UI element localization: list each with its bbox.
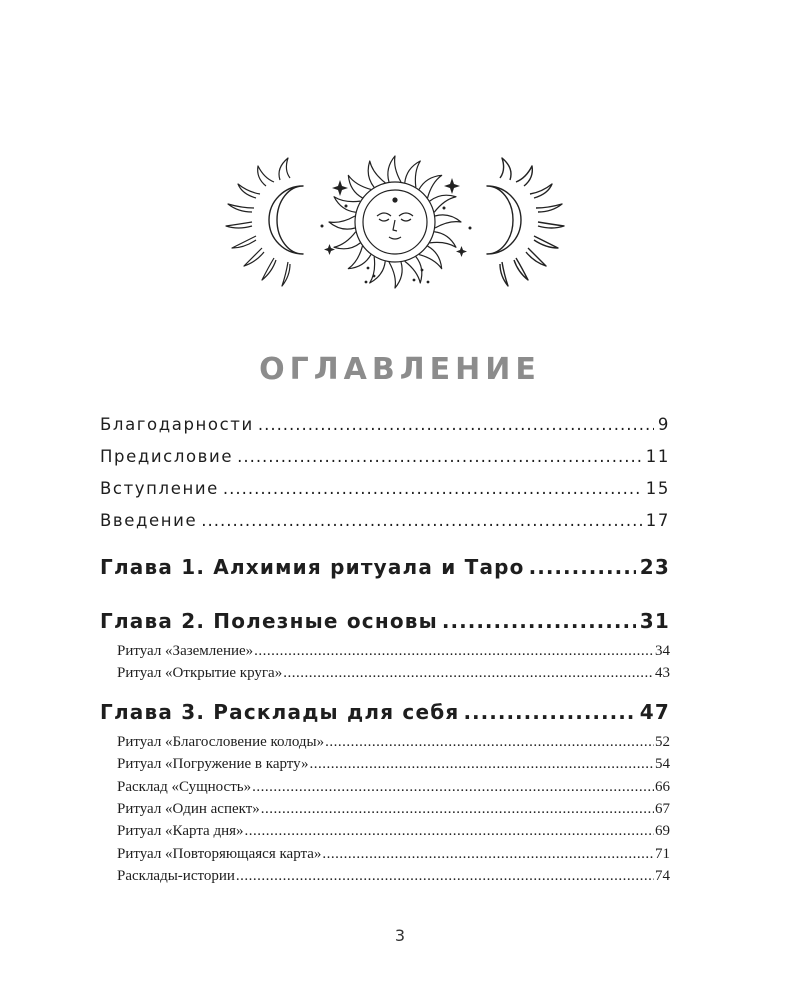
subentry-label: Ритуал «Заземление» <box>117 643 254 659</box>
toc-subentry[interactable] <box>117 843 670 865</box>
dot-leader <box>258 412 654 438</box>
dot-leader <box>252 776 654 798</box>
toc-page-number: 17 <box>645 511 670 530</box>
toc-subentry[interactable] <box>117 753 670 775</box>
subentry-page-number: 67 <box>655 800 670 817</box>
subentry-page-number: 66 <box>655 778 670 795</box>
subentry-label: Ритуал «Открытие круга» <box>117 665 283 682</box>
chapter-title: Глава 2. Полезные основы <box>100 609 438 633</box>
dot-leader <box>529 550 636 584</box>
chapter-subentries <box>100 731 670 888</box>
dot-leader <box>245 820 654 842</box>
subentry-label: Ритуал «Благословение колоды» <box>117 733 325 750</box>
chapter-title: Глава 3. Расклады для себя <box>100 699 460 724</box>
subentry-label: Ритуал «Погружение в карту» <box>117 756 309 773</box>
dot-leader <box>223 476 642 502</box>
chapter-page-number: 47 <box>639 699 670 724</box>
subentry-page-number: 71 <box>655 845 670 862</box>
chapter-subentries <box>100 640 670 685</box>
toc-entry-label: Введение <box>100 511 198 530</box>
dot-leader <box>261 798 654 820</box>
page-number: 3 <box>394 926 406 945</box>
dot-leader <box>201 508 642 534</box>
subentry-page-number: 43 <box>655 665 670 682</box>
subentry-page-number: 54 <box>655 756 670 773</box>
dot-leader <box>237 444 642 470</box>
toc-page-number: 9 <box>657 415 670 434</box>
toc-front-entry[interactable] <box>100 412 670 444</box>
dot-leader <box>254 640 654 662</box>
chapter-page-number: 31 <box>639 609 670 633</box>
toc-subentry[interactable] <box>117 865 670 887</box>
toc-chapter-entry[interactable] <box>100 550 670 594</box>
subentry-page-number: 69 <box>655 823 670 840</box>
toc-subentry[interactable] <box>117 798 670 820</box>
subentry-label: Ритуал «Повторяющаяся карта» <box>117 845 322 862</box>
toc-subentry[interactable] <box>117 640 670 662</box>
subentry-page-number: 52 <box>655 733 670 750</box>
dot-leader <box>325 731 654 753</box>
table-of-contents <box>100 412 670 892</box>
subentry-page-number: 34 <box>655 643 670 659</box>
subentry-label: Расклад «Сущность» <box>117 778 252 795</box>
toc-front-entry[interactable] <box>100 444 670 476</box>
subentry-label: Ритуал «Один аспект» <box>117 800 260 817</box>
toc-front-entry[interactable] <box>100 508 670 540</box>
dot-leader <box>283 662 654 684</box>
toc-entry-label: Благодарности <box>100 415 254 434</box>
page-title: ОГЛАВЛЕНИЕ <box>259 352 541 387</box>
subentry-label: Расклады-истории <box>117 868 235 885</box>
dot-leader <box>442 604 636 638</box>
dot-leader <box>236 865 654 887</box>
chapter-page-number: 23 <box>639 555 670 579</box>
chapter-title: Глава 1. Алхимия ритуала и Таро <box>100 555 525 579</box>
toc-subentry[interactable] <box>117 731 670 753</box>
toc-subentry[interactable] <box>117 662 670 684</box>
toc-entry-label: Вступление <box>100 479 219 498</box>
dot-leader <box>310 753 654 775</box>
subentry-label: Ритуал «Карта дня» <box>117 823 244 840</box>
subentry-page-number: 74 <box>655 868 670 885</box>
toc-entry-label: Предисловие <box>100 447 234 466</box>
toc-front-entry[interactable] <box>100 476 670 508</box>
toc-subentry[interactable] <box>117 820 670 842</box>
dot-leader <box>463 695 635 729</box>
dot-leader <box>322 843 654 865</box>
toc-subentry[interactable] <box>117 776 670 798</box>
sun-and-moons-icon <box>218 150 572 290</box>
toc-page-number: 11 <box>645 447 670 466</box>
toc-page-number: 15 <box>645 479 670 498</box>
